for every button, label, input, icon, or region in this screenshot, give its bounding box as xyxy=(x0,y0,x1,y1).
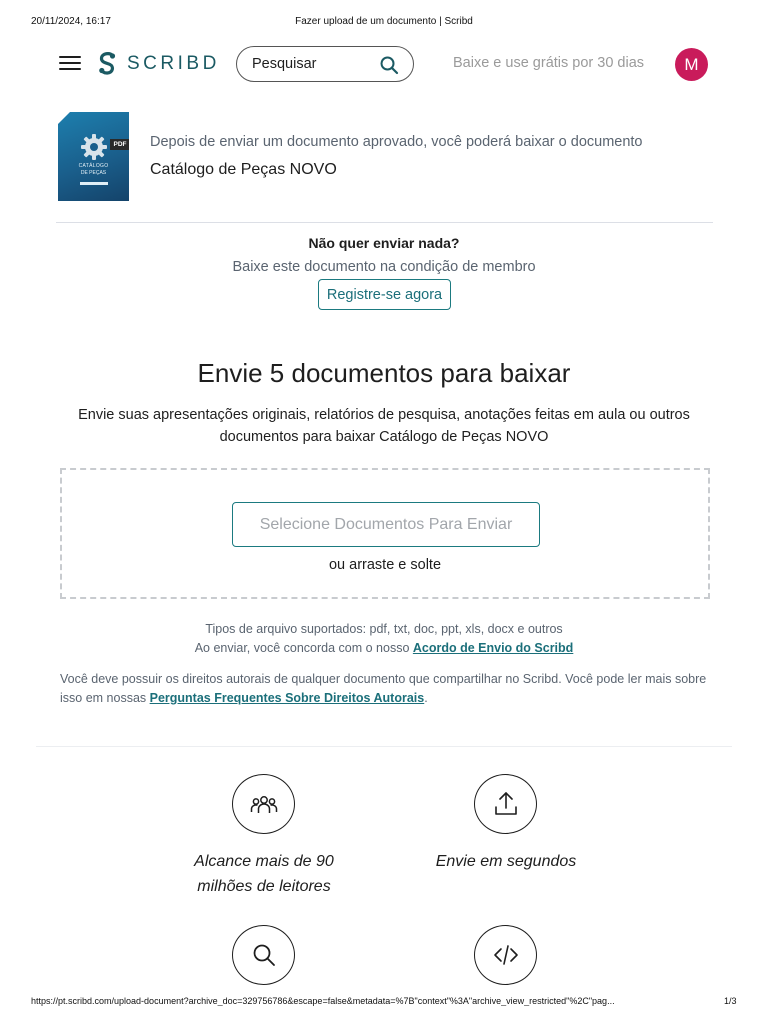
select-documents-button[interactable]: Selecione Documentos Para Enviar xyxy=(232,502,540,547)
print-header xyxy=(0,16,768,30)
register-button[interactable]: Registre-se agora xyxy=(318,279,451,310)
download-condition-note: Depois de enviar um documento aprovado, você poderá baixar o documento xyxy=(150,134,643,150)
scribd-logo-icon xyxy=(97,51,119,77)
copyright-suffix: . xyxy=(424,691,428,705)
agreement-prefix: Ao enviar, você concorda com o nosso xyxy=(194,641,413,655)
copyright-prefix: Você deve possuir os direitos autorais de qualquer documento que compartilhar no Scribd. Você pode ler mais sobre isso em nossas xyxy=(60,672,707,705)
drag-and-drop-hint: ou arraste e solte xyxy=(328,557,442,573)
user-avatar[interactable]: M xyxy=(675,48,708,81)
gear-icon xyxy=(81,134,107,160)
scribd-logo[interactable] xyxy=(97,51,220,77)
feature-embed-circle xyxy=(474,925,537,985)
upload-agreement-text xyxy=(0,641,768,655)
search-input[interactable] xyxy=(252,56,372,72)
feature-readers-circle xyxy=(232,774,295,834)
print-page-number: 1/3 xyxy=(724,996,737,1006)
hamburger-menu-icon[interactable] xyxy=(59,56,81,72)
print-page-title: Fazer upload de um documento | Scribd xyxy=(295,16,473,27)
code-icon xyxy=(491,940,521,970)
free-trial-link[interactable]: Baixe e use grátis por 30 dias xyxy=(453,55,645,71)
upload-icon xyxy=(491,789,521,819)
search-icon[interactable] xyxy=(379,55,399,75)
feature-upload-circle xyxy=(474,774,537,834)
thumbnail-cover-line-1: CATÁLOGO xyxy=(78,163,109,169)
document-thumbnail[interactable] xyxy=(58,112,129,201)
print-datetime: 20/11/2024, 16:17 xyxy=(31,16,111,27)
print-footer xyxy=(0,996,768,1010)
membership-subtitle: Baixe este documento na condição de membro xyxy=(232,259,536,275)
thumbnail-folded-corner xyxy=(58,112,70,124)
feature-readers-label: Alcance mais de 90 milhões de leitores xyxy=(194,853,334,895)
upload-heading: Envie 5 documentos para baixar xyxy=(197,358,571,388)
thumbnail-stripe xyxy=(80,182,108,185)
supported-file-types: Tipos de arquivo suportados: pdf, txt, doc, ppt, xls, docx e outros xyxy=(205,622,563,636)
print-url: https://pt.scribd.com/upload-document?archive_doc=329756786&escape=false&metadata=%7B"context"%3A"archive_view_restricted"%2C"pag... xyxy=(31,996,615,1006)
people-group-icon xyxy=(249,789,279,819)
thumbnail-cover-line-2: DE PEÇAS xyxy=(80,170,107,176)
top-navigation-bar xyxy=(0,44,768,84)
feature-search-circle xyxy=(232,925,295,985)
upload-dropzone[interactable] xyxy=(60,468,710,599)
copyright-faq-link[interactable]: Perguntas Frequentes Sobre Direitos Autorais xyxy=(149,691,425,705)
membership-question: Não quer enviar nada? xyxy=(308,235,460,251)
feature-upload-label: Envie em segundos xyxy=(435,853,577,870)
upload-description: Envie suas apresentações originais, relatórios de pesquisa, anotações feitas em aula ou outros documentos para baixar Catálogo de Peças NOVO xyxy=(78,407,690,445)
divider xyxy=(56,222,713,223)
pdf-badge: PDF xyxy=(110,139,129,150)
search-box[interactable] xyxy=(236,46,414,82)
copyright-notice xyxy=(60,670,710,708)
scribd-logo-text: SCRIBD xyxy=(127,53,220,74)
document-title: Catálogo de Peças NOVO xyxy=(150,161,337,178)
search-icon xyxy=(249,940,279,970)
divider xyxy=(36,746,732,747)
upload-agreement-link[interactable]: Acordo de Envio do Scribd xyxy=(412,641,574,655)
